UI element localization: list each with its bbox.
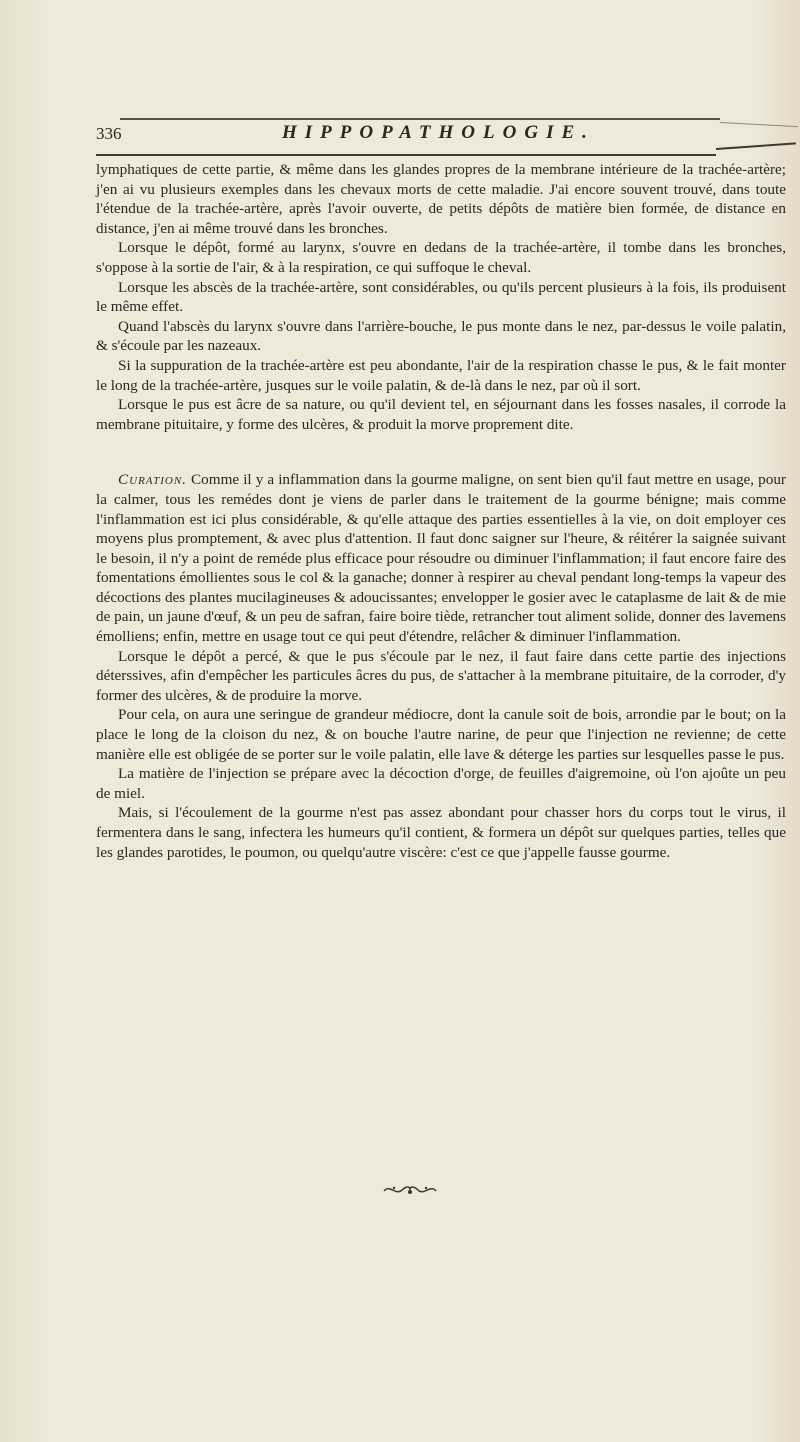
paragraph: La matière de l'injection se prépare avec la décoction d'orge, de feuilles d'aigremoine, où l'on ajoûte un peu de miel. <box>96 765 786 802</box>
running-title: HIPPOPATHOLOGIE. <box>282 122 595 143</box>
paragraph: Lorsque le dépôt a percé, & que le pus s'écoule par le nez, il faut faire dans cette partie des injections déterssives, afin d'empêcher les particules âcres du pus, de s'attacher à la membrane pituitaire, de la corroder, d'y former des ulcères, & de produire la morve. <box>96 647 786 704</box>
curation-paragraph <box>96 470 786 646</box>
page-header <box>96 124 786 156</box>
paragraph: Mais, si l'écoulement de la gourme n'est pas assez abondant pour chasser hors du corps tout le virus, il fermentera dans le sang, infectera les humeurs qu'il contient, & formera un dépôt sur quelques parties, telles que les glandes parotides, le poumon, ou quelqu'autre viscère: c'est ce que j'appelle fausse gourme. <box>96 804 786 861</box>
header-rule <box>96 154 716 156</box>
paragraph: lymphatiques de cette partie, & même dans les glandes propres de la membrane intérieure de la trachée-artère; j'en ai vu plusieurs exemples dans les chevaux morts de cette maladie. J'ai encore souvent trouvé, dans toute l'étendue de la trachée-artère, après l'avoir ouverte, de petits dépôts de matière bien formée, de distance en distance, j'en ai même trouvé dans les bronches. <box>96 161 786 237</box>
paragraph: Pour cela, on aura une seringue de grandeur médiocre, dont la canule soit de bois, arrondie par le bout; on la place le long de la cloison du nez, & on bouche l'autre narine, de peur que l'injection ne revienne; de cette manière elle est obligée de se porter sur le voile palatin, elle lave & déterge les parties sur lesquelles passe le pus. <box>96 706 786 763</box>
top-rule <box>120 118 720 120</box>
curation-text: Comme il y a inflammation dans la gourme maligne, on sent bien qu'il faut mettre en usage, pour la calmer, tous les remédes dont je viens de parler dans le traitement de la gourme bénigne; mais comme l'inflammation est ici plus considérable, & qu'elle attaque des parties essentielles à la vie, on doit employer ces moyens plus promptement, & avec plus d'attention. Il faut donc saigner sur l'heure, & réitérer la saignée suivant le besoin, il n'y a point de reméde plus efficace pour résoudre ou diminuer l'inflammation; il faut encore faire des fomentations émollientes sous le col & la ganache; donner à respirer au cheval pendant long-temps la vapeur des décoctions des plantes mucilagineuses & adoucissantes; envelopper le gosier avec le cataplasme de lait & de mie de pain, un jaune d'œuf, & un peu de safran, faire boire tiède, retrancher tout aliment solide, donner des lavemens émolliens; enfin, mettre en usage tout ce qui peut d'étendre, relâcher & diminuer l'inflammation. <box>96 471 786 646</box>
page-number: 336 <box>96 124 122 143</box>
paragraph: Lorsque les abscès de la trachée-artère, sont considérables, ou qu'ils percent plusieurs à la fois, ils produisent le même effet. <box>96 278 786 316</box>
paragraph: Si la suppuration de la trachée-artère est peu abondante, l'air de la respiration chasse le pus, & le fait monter le long de la trachée-artère, jusques sur le voile palatin, & de-là dans le nez, par où il sort. <box>96 356 786 394</box>
paragraph: Lorsque le pus est âcre de sa nature, ou qu'il devient tel, en séjournant dans les fosses nasales, il corrode la membrane pituitaire, y forme des ulcères, & produit la morve proprement dite. <box>96 396 786 433</box>
page-body <box>96 160 786 862</box>
paragraph: Lorsque le dépôt, formé au larynx, s'ouvre en dedans de la trachée-artère, il tombe dans les bronches, s'oppose à la sortie de l'air, & à la respiration, ce qui suffoque le cheval. <box>96 239 786 276</box>
paragraph: Quand l'abscès du larynx s'ouvre dans l'arrière-bouche, le pus monte dans le nez, par-dessus le voile palatin, & s'écoule par les nazeaux. <box>96 317 786 355</box>
floral-ornament-icon <box>380 1182 440 1198</box>
curation-heading: Curation. <box>118 471 187 489</box>
